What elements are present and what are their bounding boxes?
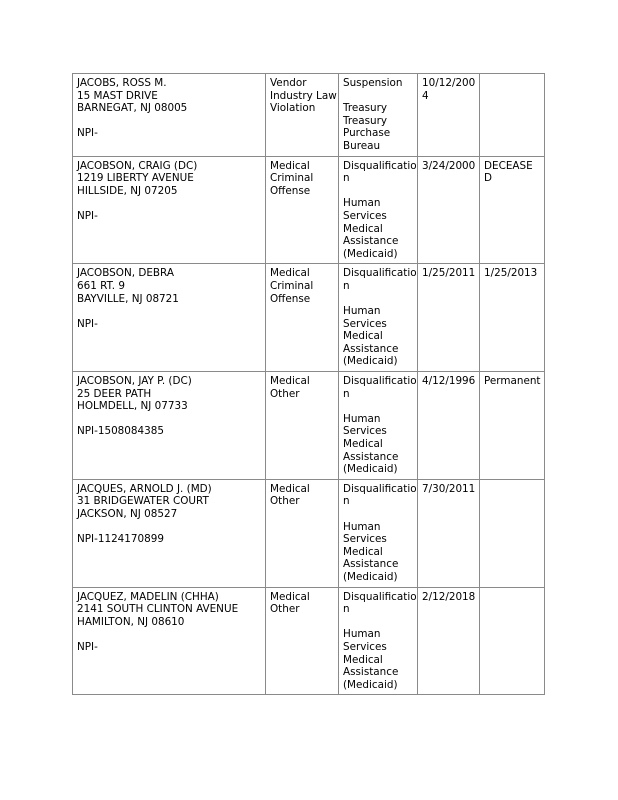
action-agency-cell xyxy=(339,74,418,157)
action-agency-cell xyxy=(339,156,418,264)
effective-date-cell xyxy=(418,587,480,695)
reason-cell xyxy=(266,264,339,372)
action-type: n xyxy=(343,603,350,616)
debarment-table xyxy=(72,73,545,695)
name-address-cell xyxy=(73,264,266,372)
table-row xyxy=(73,372,545,480)
action-type: Suspension xyxy=(343,77,403,89)
action-type: n xyxy=(343,279,350,292)
expiration-date-cell xyxy=(480,264,545,372)
agency-line: Human xyxy=(343,520,381,533)
agency-line: Human xyxy=(343,628,381,641)
address-line-2: HAMILTON, NJ 08610 xyxy=(77,615,185,628)
address-line-1: 661 RT. 9 xyxy=(77,279,125,292)
action-type: n xyxy=(343,387,350,400)
agency-line: Services xyxy=(343,425,387,438)
effective-date: 4 xyxy=(422,89,429,102)
agency-line: Services xyxy=(343,317,387,330)
action-agency-cell xyxy=(339,479,418,587)
effective-date-cell xyxy=(418,156,480,264)
name-address-cell xyxy=(73,587,266,695)
agency-line: Treasury xyxy=(343,114,388,127)
agency-line: (Medicaid) xyxy=(343,463,398,476)
reason-line: Other xyxy=(270,495,300,508)
agency-line: Treasury xyxy=(343,102,388,115)
address-line-2: BARNEGAT, NJ 08005 xyxy=(77,102,188,115)
reason-cell xyxy=(266,587,339,695)
effective-date: 7/30/2011 xyxy=(422,482,476,495)
agency-line: Human xyxy=(343,412,381,425)
expiration-date: D xyxy=(484,172,493,185)
expiration-date: DECEASE xyxy=(484,159,533,172)
action-type: Disqualificatio xyxy=(343,482,417,495)
reason-line: Vendor xyxy=(270,77,307,89)
agency-line: Purchase xyxy=(343,127,391,140)
reason-line: Violation xyxy=(270,102,316,115)
agency-line: (Medicaid) xyxy=(343,678,398,691)
reason-line: Offense xyxy=(270,292,311,305)
name-address-cell xyxy=(73,156,266,264)
address-line-1: 31 BRIDGEWATER COURT xyxy=(77,495,209,508)
reason-line: Criminal xyxy=(270,172,314,185)
agency-line: Services xyxy=(343,640,387,653)
effective-date: 1/25/2011 xyxy=(422,267,476,280)
provider-name: JACOBS, ROSS M. xyxy=(77,77,167,89)
name-address-cell xyxy=(73,372,266,480)
agency-line: Human xyxy=(343,305,381,318)
address-line-2: JACKSON, NJ 08527 xyxy=(77,508,178,520)
agency-line: (Medicaid) xyxy=(343,355,398,368)
name-address-cell xyxy=(73,479,266,587)
agency-line: Medical xyxy=(343,438,383,451)
effective-date-cell xyxy=(418,74,480,157)
reason-cell xyxy=(266,156,339,264)
npi-number: NPI-1508084385 xyxy=(77,425,164,438)
action-agency-cell xyxy=(339,587,418,695)
reason-line: Medical xyxy=(270,590,310,603)
action-type: Disqualificatio xyxy=(343,375,417,388)
agency-line: Assistance xyxy=(343,666,399,679)
action-type: n xyxy=(343,495,350,508)
expiration-date-cell xyxy=(480,156,545,264)
table-row xyxy=(73,479,545,587)
agency-line: (Medicaid) xyxy=(343,247,398,260)
table-row xyxy=(73,264,545,372)
reason-line: Criminal xyxy=(270,279,314,292)
npi-number: NPI- xyxy=(77,209,98,222)
action-type: n xyxy=(343,172,350,185)
expiration-date: 1/25/2013 xyxy=(484,267,538,280)
npi-number: NPI- xyxy=(77,317,98,330)
address-line-1: 25 DEER PATH xyxy=(77,387,152,400)
effective-date: 10/12/200 xyxy=(422,77,476,89)
npi-number: NPI- xyxy=(77,640,98,653)
agency-line: Human xyxy=(343,197,381,210)
reason-line: Other xyxy=(270,387,300,400)
agency-line: Medical xyxy=(343,222,383,235)
reason-cell xyxy=(266,479,339,587)
provider-name: JACOBSON, JAY P. (DC) xyxy=(77,375,192,388)
expiration-date-cell xyxy=(480,587,545,695)
reason-cell xyxy=(266,372,339,480)
reason-line: Offense xyxy=(270,184,311,197)
effective-date-cell xyxy=(418,264,480,372)
agency-line: Assistance xyxy=(343,558,399,571)
expiration-date-cell xyxy=(480,479,545,587)
action-type: Disqualificatio xyxy=(343,267,417,280)
address-line-2: HILLSIDE, NJ 07205 xyxy=(77,184,178,197)
address-line-2: HOLMDELL, NJ 07733 xyxy=(77,400,188,413)
npi-number: NPI-1124170899 xyxy=(77,533,164,546)
agency-line: Services xyxy=(343,209,387,222)
reason-cell xyxy=(266,74,339,157)
agency-line: Assistance xyxy=(343,450,399,463)
provider-name: JACQUEZ, MADELIN (CHHA) xyxy=(77,590,219,603)
agency-line: Medical xyxy=(343,545,383,558)
agency-line: Medical xyxy=(343,330,383,343)
provider-name: JACOBSON, DEBRA xyxy=(77,267,174,280)
effective-date: 4/12/1996 xyxy=(422,375,476,388)
effective-date: 2/12/2018 xyxy=(422,590,476,603)
table-row xyxy=(73,587,545,695)
agency-line: Assistance xyxy=(343,342,399,355)
address-line-2: BAYVILLE, NJ 08721 xyxy=(77,292,179,305)
expiration-date-cell xyxy=(480,74,545,157)
reason-line: Medical xyxy=(270,482,310,495)
action-agency-cell xyxy=(339,372,418,480)
agency-line: Bureau xyxy=(343,139,381,152)
table-row xyxy=(73,156,545,264)
provider-name: JACQUES, ARNOLD J. (MD) xyxy=(77,482,212,495)
effective-date-cell xyxy=(418,372,480,480)
provider-name: JACOBSON, CRAIG (DC) xyxy=(77,159,198,172)
expiration-date: Permanent xyxy=(484,375,541,388)
address-line-1: 15 MAST DRIVE xyxy=(77,89,158,102)
expiration-date-cell xyxy=(480,372,545,480)
effective-date-cell xyxy=(418,479,480,587)
reason-line: Medical xyxy=(270,159,310,172)
address-line-1: 1219 LIBERTY AVENUE xyxy=(77,172,194,185)
effective-date: 3/24/2000 xyxy=(422,159,476,172)
agency-line: Services xyxy=(343,533,387,546)
agency-line: Assistance xyxy=(343,235,399,248)
agency-line: (Medicaid) xyxy=(343,570,398,583)
npi-number: NPI- xyxy=(77,127,98,140)
action-type: Disqualificatio xyxy=(343,590,417,603)
name-address-cell xyxy=(73,74,266,157)
reason-line: Industry Law xyxy=(270,89,337,102)
reason-line: Medical xyxy=(270,375,310,388)
reason-line: Other xyxy=(270,603,300,616)
action-agency-cell xyxy=(339,264,418,372)
table-row xyxy=(73,74,545,157)
address-line-1: 2141 SOUTH CLINTON AVENUE xyxy=(77,603,239,616)
agency-line: Medical xyxy=(343,653,383,666)
reason-line: Medical xyxy=(270,267,310,280)
action-type: Disqualificatio xyxy=(343,159,417,172)
